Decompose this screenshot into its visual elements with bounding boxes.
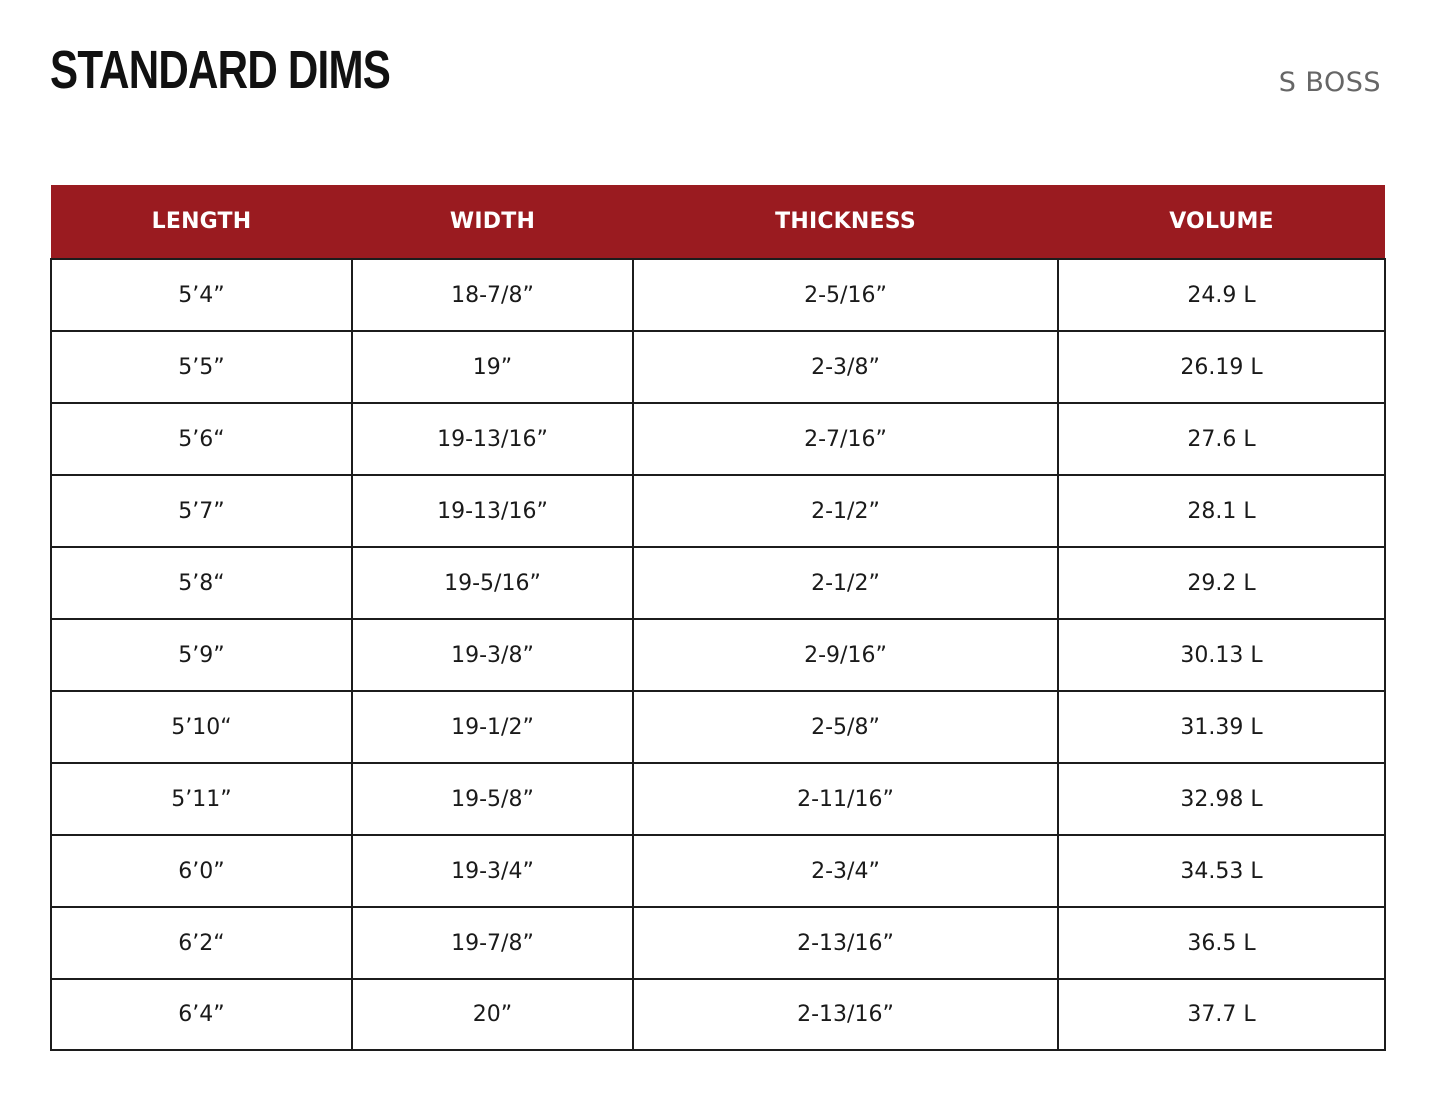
- cell-thickness: 2-3/4”: [633, 835, 1058, 907]
- cell-width: 19-5/8”: [352, 763, 633, 835]
- cell-volume: 28.1 L: [1058, 475, 1385, 547]
- cell-length: 5’10“: [51, 691, 352, 763]
- cell-volume: 27.6 L: [1058, 403, 1385, 475]
- cell-thickness: 2-3/8”: [633, 331, 1058, 403]
- cell-width: 19-7/8”: [352, 907, 633, 979]
- column-header-thickness: THICKNESS: [633, 185, 1058, 259]
- cell-volume: 31.39 L: [1058, 691, 1385, 763]
- table-row: [51, 763, 1385, 835]
- cell-length: 5’6“: [51, 403, 352, 475]
- cell-width: 19-3/4”: [352, 835, 633, 907]
- header-row: [51, 185, 1385, 259]
- cell-thickness: 2-9/16”: [633, 619, 1058, 691]
- cell-thickness: 2-1/2”: [633, 547, 1058, 619]
- cell-length: 5’4”: [51, 259, 352, 331]
- cell-width: 20”: [352, 979, 633, 1050]
- cell-length: 5’8“: [51, 547, 352, 619]
- cell-thickness: 2-13/16”: [633, 907, 1058, 979]
- cell-width: 19-13/16”: [352, 403, 633, 475]
- table-row: [51, 547, 1385, 619]
- cell-volume: 24.9 L: [1058, 259, 1385, 331]
- cell-width: 19-1/2”: [352, 691, 633, 763]
- table-header: [51, 185, 1385, 259]
- cell-width: 18-7/8”: [352, 259, 633, 331]
- cell-volume: 32.98 L: [1058, 763, 1385, 835]
- table-row: [51, 979, 1385, 1050]
- cell-thickness: 2-5/8”: [633, 691, 1058, 763]
- column-header-length: LENGTH: [51, 185, 352, 259]
- cell-thickness: 2-7/16”: [633, 403, 1058, 475]
- table-body: [51, 259, 1385, 1050]
- table-row: [51, 259, 1385, 331]
- cell-thickness: 2-5/16”: [633, 259, 1058, 331]
- table-row: [51, 907, 1385, 979]
- table-row: [51, 331, 1385, 403]
- cell-volume: 37.7 L: [1058, 979, 1385, 1050]
- column-header-volume: VOLUME: [1058, 185, 1385, 259]
- cell-thickness: 2-1/2”: [633, 475, 1058, 547]
- cell-length: 5’5”: [51, 331, 352, 403]
- table-row: [51, 691, 1385, 763]
- cell-length: 5’11”: [51, 763, 352, 835]
- cell-thickness: 2-11/16”: [633, 763, 1058, 835]
- cell-length: 5’7”: [51, 475, 352, 547]
- cell-length: 5’9”: [51, 619, 352, 691]
- cell-width: 19-3/8”: [352, 619, 633, 691]
- column-header-width: WIDTH: [352, 185, 633, 259]
- cell-width: 19-13/16”: [352, 475, 633, 547]
- table-row: [51, 475, 1385, 547]
- table-row: [51, 835, 1385, 907]
- dimensions-table: [50, 185, 1386, 1051]
- table-row: [51, 403, 1385, 475]
- cell-length: 6’0”: [51, 835, 352, 907]
- cell-width: 19”: [352, 331, 633, 403]
- cell-volume: 29.2 L: [1058, 547, 1385, 619]
- cell-length: 6’2“: [51, 907, 352, 979]
- model-name: S BOSS: [1278, 67, 1381, 98]
- cell-length: 6’4”: [51, 979, 352, 1050]
- cell-width: 19-5/16”: [352, 547, 633, 619]
- cell-volume: 36.5 L: [1058, 907, 1385, 979]
- cell-volume: 34.53 L: [1058, 835, 1385, 907]
- cell-volume: 26.19 L: [1058, 331, 1385, 403]
- cell-thickness: 2-13/16”: [633, 979, 1058, 1050]
- table-row: [51, 619, 1385, 691]
- cell-volume: 30.13 L: [1058, 619, 1385, 691]
- page-title: STANDARD DIMS: [50, 40, 391, 100]
